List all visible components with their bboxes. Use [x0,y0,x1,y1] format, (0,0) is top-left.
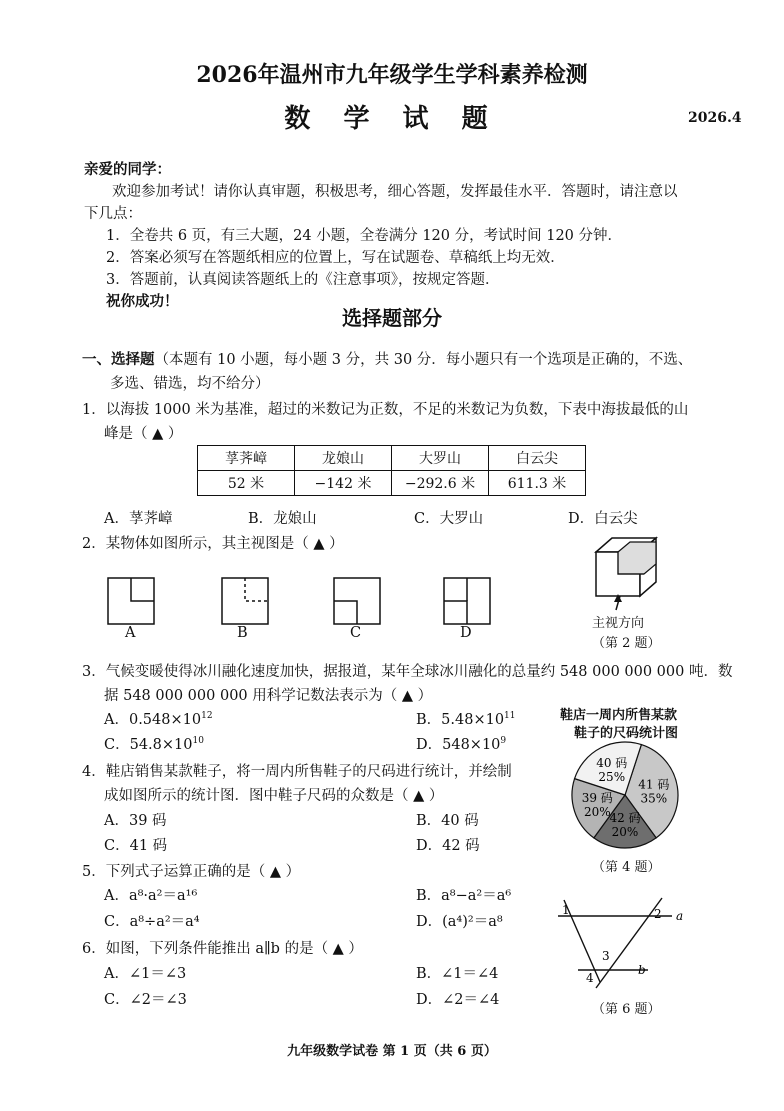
q2-option-c-figure [334,578,380,624]
q2-option-b-figure [222,578,268,624]
q1-text2: 峰是（ ▲ ） [104,426,183,442]
table-row [198,471,586,496]
q2-solid-figure [580,530,670,620]
q3-option-b-base: B．5.48×10 [416,712,505,728]
q5-text: 5．下列式子运算正确的是（ ▲ ） [82,864,301,880]
pie-slice-percent: 35% [640,791,668,806]
transversal-right [596,898,662,988]
q4-pie-chart [560,738,690,852]
q4-option-d: D．42 码 [416,838,480,854]
q6-caption: （第 6 题） [592,1002,661,1017]
q2-label-d: D [460,625,472,641]
q3-option-d [416,733,506,754]
intro-item2: 2．答案必须写在答题纸相应的位置上，写在试题卷、草稿纸上均无效． [106,250,565,266]
q2-option-d-figure [444,578,490,624]
q6-option-a: A．∠1＝∠3 [104,966,187,982]
table-cell: 611.3 米 [489,471,586,496]
q6-parallel-lines-figure [548,892,698,994]
q4-option-a: A．39 码 [104,813,167,829]
q3-option-c-exp: 10 [192,736,204,747]
section-title: 选择题部分 [342,306,442,330]
q5-option-a: A．a⁸·a²＝a¹⁶ [104,888,198,904]
q3-option-b [416,708,516,729]
pie-slice-percent: 20% [583,805,611,820]
q5-option-d: D．(a⁴)²＝a⁸ [416,914,503,930]
q2-label-b: B [237,625,248,641]
q2-option-a-figure [108,578,154,624]
chart-title-line2: 鞋子的尺码统计图 [574,726,679,741]
q4-text2: 成如图所示的统计图．图中鞋子尺码的众数是（ ▲ ） [104,788,444,804]
table-cell: −142 米 [295,471,392,496]
q3-option-c [104,733,204,754]
table-cell: −292.6 米 [392,471,489,496]
q3-option-b-exp: 11 [504,711,516,722]
angle-2-label: 2 [654,907,662,921]
q1-table [197,445,586,496]
greeting: 亲爱的同学： [84,161,171,178]
intro-line1b: 下几点： [84,206,142,222]
q2-label-a: A [125,625,136,641]
q1-option-a: A．莩荠嶂 [104,511,173,527]
q6-text: 6．如图，下列条件能推出 a∥b 的是（ ▲ ） [82,941,363,957]
q3-option-a-base: A．0.548×10 [104,712,202,728]
q4-text1: 4．鞋店销售某款鞋子，将一周内所售鞋子的尺码进行统计，并绘制 [82,764,512,780]
subject-title: 数 学 试 题 [284,104,500,134]
part1-heading-line [82,348,692,369]
intro-wish: 祝你成功！ [106,293,179,310]
table-row [198,446,586,471]
q6-option-c: C．∠2＝∠3 [104,992,187,1008]
angle-1-label: 1 [562,903,570,917]
table-cell: 52 米 [198,471,295,496]
q4-option-b: B．40 码 [416,813,479,829]
q1-text1: 1．以海拔 1000 米为基准，超过的米数记为正数，不足的米数记为负数，下表中海拔最低的山 [82,402,689,418]
q2-caption: （第 2 题） [592,636,661,651]
q4-caption: （第 4 题） [592,860,661,875]
q2-view-options [100,572,500,642]
table-cell: 大罗山 [392,446,489,471]
q6-option-d: D．∠2＝∠4 [416,992,500,1008]
intro-item3: 3．答题前，认真阅读答题纸上的《注意事项》，按规定答题． [106,272,500,288]
q3-option-c-base: C．54.8×10 [104,737,193,753]
q3-text1: 3．气候变暖使得冰川融化速度加快，据报道，某年全球冰川融化的总量约 548 000 000 000 吨．数 [82,664,733,680]
q3-option-a [104,708,213,729]
exam-date: 2026.4 [688,110,742,126]
exam-title: 2026年温州市九年级学生学科素养检测 [196,62,588,88]
q2-text: 2．某物体如图所示，其主视图是（ ▲ ） [82,536,344,552]
q3-option-a-exp: 12 [201,711,213,722]
table-cell: 龙娘山 [295,446,392,471]
page-footer: 九年级数学试卷 第 1 页（共 6 页） [287,1044,497,1059]
q3-text2: 据 548 000 000 000 用科学记数法表示为（ ▲ ） [104,688,433,704]
q1-option-b: B．龙娘山 [248,511,317,527]
pie-slice-percent: 20% [611,825,639,840]
pie-slice-percent: 25% [598,770,626,785]
q1-option-d: D．白云尖 [568,511,638,527]
part1-desc2: 多选、错选，均不给分） [110,376,270,392]
line-a-label: a [676,909,684,923]
pie-slice-label: 40 码 [596,756,628,771]
angle-4-label: 4 [586,971,594,985]
q2-direction-label: 主视方向 [592,616,645,631]
table-cell: 白云尖 [489,446,586,471]
intro-line1: 欢迎参加考试！请你认真审题，积极思考，细心答题，发挥最佳水平．答题时，请注意以 [112,184,678,200]
chart-title-line1: 鞋店一周内所售某款 [560,708,678,723]
q2-label-c: C [350,625,362,641]
part1-desc1: （本题有 10 小题，每小题 3 分，共 30 分．每小题只有一个选项是正确的，不选、 [154,352,693,368]
line-b-label: b [638,963,646,977]
q4-option-c: C．41 码 [104,838,168,854]
q3-option-d-base: D．548×10 [416,737,501,753]
pie-slice-label: 42 码 [609,811,641,826]
q1-option-c: C．大罗山 [414,511,484,527]
q5-option-b: B．a⁸−a²＝a⁶ [416,888,512,904]
q3-option-d-exp: 9 [500,736,507,747]
intro-item1: 1．全卷共 6 页，有三大题，24 小题，全卷满分 120 分，考试时间 120 分钟． [106,228,623,244]
part1-heading: 一、选择题 [82,351,155,368]
q6-option-b: B．∠1＝∠4 [416,966,499,982]
angle-3-label: 3 [602,949,610,963]
q5-option-c: C．a⁸÷a²＝a⁴ [104,914,200,930]
pie-slice-label: 39 码 [581,791,613,806]
pie-slice-label: 41 码 [638,777,670,792]
table-cell: 莩荠嶂 [198,446,295,471]
